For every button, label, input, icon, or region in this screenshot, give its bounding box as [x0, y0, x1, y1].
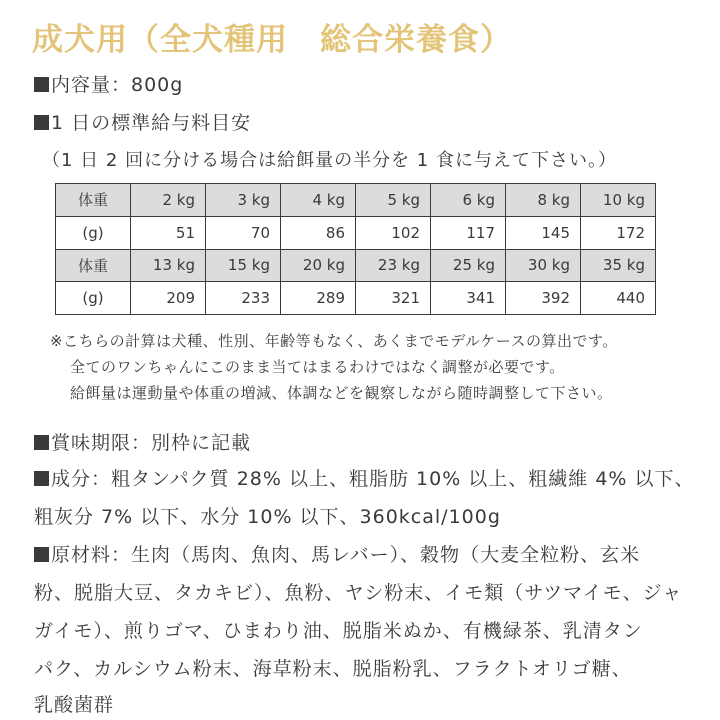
table-cell: 321	[356, 282, 431, 315]
ingredients-line-2: 粉、脱脂大豆、タカキビ）、魚粉、ヤシ粉末、イモ類（サツマイモ、ジャ	[34, 582, 683, 604]
feeding-guide-heading	[34, 108, 251, 135]
table-cell: 3 kg	[206, 184, 281, 217]
table-cell-label: (g)	[56, 216, 131, 249]
table-row	[56, 282, 656, 315]
bullet-square-icon	[34, 471, 49, 486]
note-line: 全てのワンちゃんにこのまま当てはまるわけではなく調整が必要です。	[70, 358, 565, 376]
table-cell: 5 kg	[356, 184, 431, 217]
table-cell: 15 kg	[206, 249, 281, 282]
table-cell: 145	[506, 216, 581, 249]
note-line: ※こちらの計算は犬種、性別、年齢等もなく、あくまでモデルケースの算出です。	[50, 332, 618, 350]
table-cell: 233	[206, 282, 281, 315]
table-cell-label: (g)	[56, 282, 131, 315]
bullet-square-icon	[34, 115, 49, 130]
table-cell: 117	[431, 216, 506, 249]
table-cell: 4 kg	[281, 184, 356, 217]
composition-line-1	[34, 464, 695, 491]
table-cell: 13 kg	[131, 249, 206, 282]
product-title: 成犬用（全犬種用 総合栄養食）	[32, 22, 512, 58]
table-cell: 51	[131, 216, 206, 249]
table-row	[56, 249, 656, 282]
table-row	[56, 184, 656, 217]
table-cell: 30 kg	[506, 249, 581, 282]
bullet-square-icon	[34, 77, 49, 92]
content-amount	[34, 70, 183, 97]
table-cell: 20 kg	[281, 249, 356, 282]
best-before-text: 賞味期限：別枠に記載	[51, 432, 252, 454]
table-cell: 6 kg	[431, 184, 506, 217]
table-cell: 10 kg	[581, 184, 656, 217]
note-line: 給餌量は運動量や体重の増減、体調などを観察しながら随時調整して下さい。	[70, 384, 613, 402]
table-cell: 392	[506, 282, 581, 315]
table-cell: 172	[581, 216, 656, 249]
table-row	[56, 216, 656, 249]
bullet-square-icon	[34, 435, 49, 450]
ingredients-line-4: パク、カルシウム粉末、海草粉末、脱脂粉乳、フラクトオリゴ糖、	[34, 658, 632, 680]
feeding-guide-subtext: （1 日 2 回に分ける場合は給餌量の半分を 1 食に与えて下さい。）	[42, 150, 617, 171]
table-cell: 8 kg	[506, 184, 581, 217]
table-cell: 25 kg	[431, 249, 506, 282]
table-cell-label: 体重	[56, 184, 131, 217]
composition-text: 成分：粗タンパク質 28% 以上、粗脂肪 10% 以上、粗繊維 4% 以下、	[51, 468, 695, 490]
table-cell: 440	[581, 282, 656, 315]
table-cell: 209	[131, 282, 206, 315]
table-cell-label: 体重	[56, 249, 131, 282]
table-cell: 102	[356, 216, 431, 249]
feeding-guide-heading-text: 1 日の標準給与料目安	[51, 112, 252, 134]
ingredients-line-3: ガイモ）、煎りゴマ、ひまわり油、脱脂米ぬか、有機緑茶、乳清タン	[34, 620, 643, 642]
content-amount-text: 内容量：800g	[51, 74, 184, 96]
table-cell: 23 kg	[356, 249, 431, 282]
composition-line-2: 粗灰分 7% 以下、水分 10% 以下、360kcal/100g	[34, 506, 501, 528]
table-cell: 70	[206, 216, 281, 249]
bullet-square-icon	[34, 547, 49, 562]
table-cell: 86	[281, 216, 356, 249]
table-cell: 2 kg	[131, 184, 206, 217]
table-cell: 341	[431, 282, 506, 315]
best-before	[34, 428, 251, 455]
ingredients-line-5: 乳酸菌群	[34, 694, 115, 716]
table-cell: 35 kg	[581, 249, 656, 282]
table-cell: 289	[281, 282, 356, 315]
ingredients-line-1	[34, 540, 640, 567]
feeding-table	[55, 183, 656, 315]
ingredients-text: 原材料：生肉（馬肉、魚肉、馬レバー）、穀物（大麦全粒粉、玄米	[51, 544, 641, 566]
